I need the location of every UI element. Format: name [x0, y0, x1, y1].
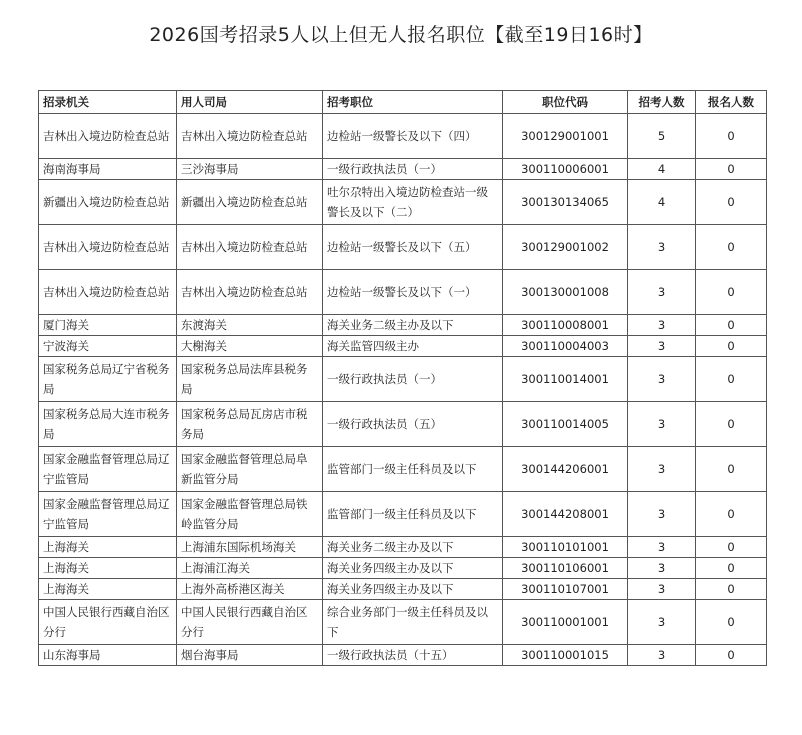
cell-agency: 上海海关	[39, 558, 177, 579]
cell-code: 300110014001	[503, 357, 628, 402]
cell-recruit-count: 5	[628, 114, 696, 159]
cell-agency: 国家税务总局大连市税务局	[39, 402, 177, 447]
cell-agency: 吉林出入境边防检查总站	[39, 225, 177, 270]
cell-code: 300110001001	[503, 600, 628, 645]
cell-applicant-count: 0	[696, 645, 767, 666]
cell-recruit-count: 3	[628, 579, 696, 600]
cell-recruit-count: 3	[628, 315, 696, 336]
cell-recruit-count: 3	[628, 336, 696, 357]
cell-bureau: 国家税务总局瓦房店市税务局	[177, 402, 323, 447]
cell-position: 一级行政执法员（十五）	[323, 645, 503, 666]
cell-bureau: 三沙海事局	[177, 159, 323, 180]
cell-code: 300130001008	[503, 270, 628, 315]
cell-bureau: 国家税务总局法库县税务局	[177, 357, 323, 402]
cell-code: 300129001001	[503, 114, 628, 159]
cell-agency: 吉林出入境边防检查总站	[39, 114, 177, 159]
table-row	[39, 447, 767, 492]
cell-position: 监管部门一级主任科员及以下	[323, 492, 503, 537]
cell-bureau: 烟台海事局	[177, 645, 323, 666]
cell-recruit-count: 3	[628, 645, 696, 666]
table-row	[39, 645, 767, 666]
cell-agency: 厦门海关	[39, 315, 177, 336]
cell-applicant-count: 0	[696, 336, 767, 357]
cell-position: 海关业务二级主办及以下	[323, 537, 503, 558]
cell-applicant-count: 0	[696, 180, 767, 225]
cell-position: 一级行政执法员（五）	[323, 402, 503, 447]
cell-agency: 上海海关	[39, 537, 177, 558]
cell-position: 海关监管四级主办	[323, 336, 503, 357]
cell-agency: 国家金融监督管理总局辽宁监管局	[39, 447, 177, 492]
cell-bureau: 吉林出入境边防检查总站	[177, 114, 323, 159]
cell-code: 300110006001	[503, 159, 628, 180]
cell-bureau: 中国人民银行西藏自治区分行	[177, 600, 323, 645]
cell-applicant-count: 0	[696, 270, 767, 315]
cell-agency: 中国人民银行西藏自治区分行	[39, 600, 177, 645]
header-employing-bureau: 用人司局	[177, 91, 323, 114]
cell-recruit-count: 3	[628, 402, 696, 447]
cell-code: 300110004003	[503, 336, 628, 357]
table-row	[39, 537, 767, 558]
cell-code: 300129001002	[503, 225, 628, 270]
cell-bureau: 吉林出入境边防检查总站	[177, 225, 323, 270]
table-row	[39, 114, 767, 159]
header-recruiting-agency: 招录机关	[39, 91, 177, 114]
cell-recruit-count: 3	[628, 537, 696, 558]
cell-position: 边检站一级警长及以下（一）	[323, 270, 503, 315]
page-title: 2026国考招录5人以上但无人报名职位【截至19日16时】	[149, 24, 653, 46]
cell-recruit-count: 3	[628, 225, 696, 270]
table-row	[39, 402, 767, 447]
cell-code: 300110107001	[503, 579, 628, 600]
cell-agency: 国家金融监督管理总局辽宁监管局	[39, 492, 177, 537]
cell-code: 300144208001	[503, 492, 628, 537]
cell-code: 300110008001	[503, 315, 628, 336]
cell-applicant-count: 0	[696, 402, 767, 447]
header-position: 招考职位	[323, 91, 503, 114]
cell-position: 海关业务二级主办及以下	[323, 315, 503, 336]
table-row	[39, 336, 767, 357]
cell-bureau: 吉林出入境边防检查总站	[177, 270, 323, 315]
cell-bureau: 上海外高桥港区海关	[177, 579, 323, 600]
cell-recruit-count: 3	[628, 270, 696, 315]
cell-position: 综合业务部门一级主任科员及以下	[323, 600, 503, 645]
cell-position: 一级行政执法员（一）	[323, 357, 503, 402]
cell-code: 300144206001	[503, 447, 628, 492]
cell-applicant-count: 0	[696, 225, 767, 270]
cell-recruit-count: 3	[628, 600, 696, 645]
cell-applicant-count: 0	[696, 447, 767, 492]
vacancy-table	[38, 90, 767, 666]
cell-recruit-count: 3	[628, 492, 696, 537]
cell-applicant-count: 0	[696, 600, 767, 645]
cell-applicant-count: 0	[696, 315, 767, 336]
cell-bureau: 大榭海关	[177, 336, 323, 357]
table-row	[39, 558, 767, 579]
cell-recruit-count: 4	[628, 180, 696, 225]
table-row	[39, 315, 767, 336]
cell-agency: 国家税务总局辽宁省税务局	[39, 357, 177, 402]
table-row	[39, 600, 767, 645]
cell-bureau: 新疆出入境边防检查总站	[177, 180, 323, 225]
cell-bureau: 国家金融监督管理总局铁岭监管分局	[177, 492, 323, 537]
table-row	[39, 357, 767, 402]
table-row	[39, 270, 767, 315]
cell-recruit-count: 3	[628, 447, 696, 492]
cell-position: 监管部门一级主任科员及以下	[323, 447, 503, 492]
cell-position: 一级行政执法员（一）	[323, 159, 503, 180]
vacancy-table-container	[38, 90, 766, 666]
cell-applicant-count: 0	[696, 357, 767, 402]
cell-agency: 上海海关	[39, 579, 177, 600]
cell-code: 300130134065	[503, 180, 628, 225]
cell-position: 海关业务四级主办及以下	[323, 558, 503, 579]
table-header-row	[39, 91, 767, 114]
cell-agency: 宁波海关	[39, 336, 177, 357]
cell-applicant-count: 0	[696, 537, 767, 558]
cell-code: 300110001015	[503, 645, 628, 666]
cell-position: 海关业务四级主办及以下	[323, 579, 503, 600]
cell-recruit-count: 3	[628, 357, 696, 402]
cell-code: 300110014005	[503, 402, 628, 447]
table-row	[39, 159, 767, 180]
header-applicant-count: 报名人数	[696, 91, 767, 114]
table-row	[39, 492, 767, 537]
cell-code: 300110101001	[503, 537, 628, 558]
cell-recruit-count: 3	[628, 558, 696, 579]
table-row	[39, 225, 767, 270]
cell-position: 边检站一级警长及以下（四）	[323, 114, 503, 159]
cell-applicant-count: 0	[696, 558, 767, 579]
cell-bureau: 东渡海关	[177, 315, 323, 336]
cell-agency: 海南海事局	[39, 159, 177, 180]
header-position-code: 职位代码	[503, 91, 628, 114]
table-row	[39, 579, 767, 600]
table-row	[39, 180, 767, 225]
cell-agency: 吉林出入境边防检查总站	[39, 270, 177, 315]
header-recruit-count: 招考人数	[628, 91, 696, 114]
cell-applicant-count: 0	[696, 114, 767, 159]
cell-position: 吐尔尕特出入境边防检查站一级警长及以下（二）	[323, 180, 503, 225]
cell-applicant-count: 0	[696, 579, 767, 600]
cell-recruit-count: 4	[628, 159, 696, 180]
cell-agency: 山东海事局	[39, 645, 177, 666]
cell-applicant-count: 0	[696, 492, 767, 537]
cell-applicant-count: 0	[696, 159, 767, 180]
cell-bureau: 国家金融监督管理总局阜新监管分局	[177, 447, 323, 492]
cell-bureau: 上海浦东国际机场海关	[177, 537, 323, 558]
cell-code: 300110106001	[503, 558, 628, 579]
cell-bureau: 上海浦江海关	[177, 558, 323, 579]
cell-agency: 新疆出入境边防检查总站	[39, 180, 177, 225]
cell-position: 边检站一级警长及以下（五）	[323, 225, 503, 270]
